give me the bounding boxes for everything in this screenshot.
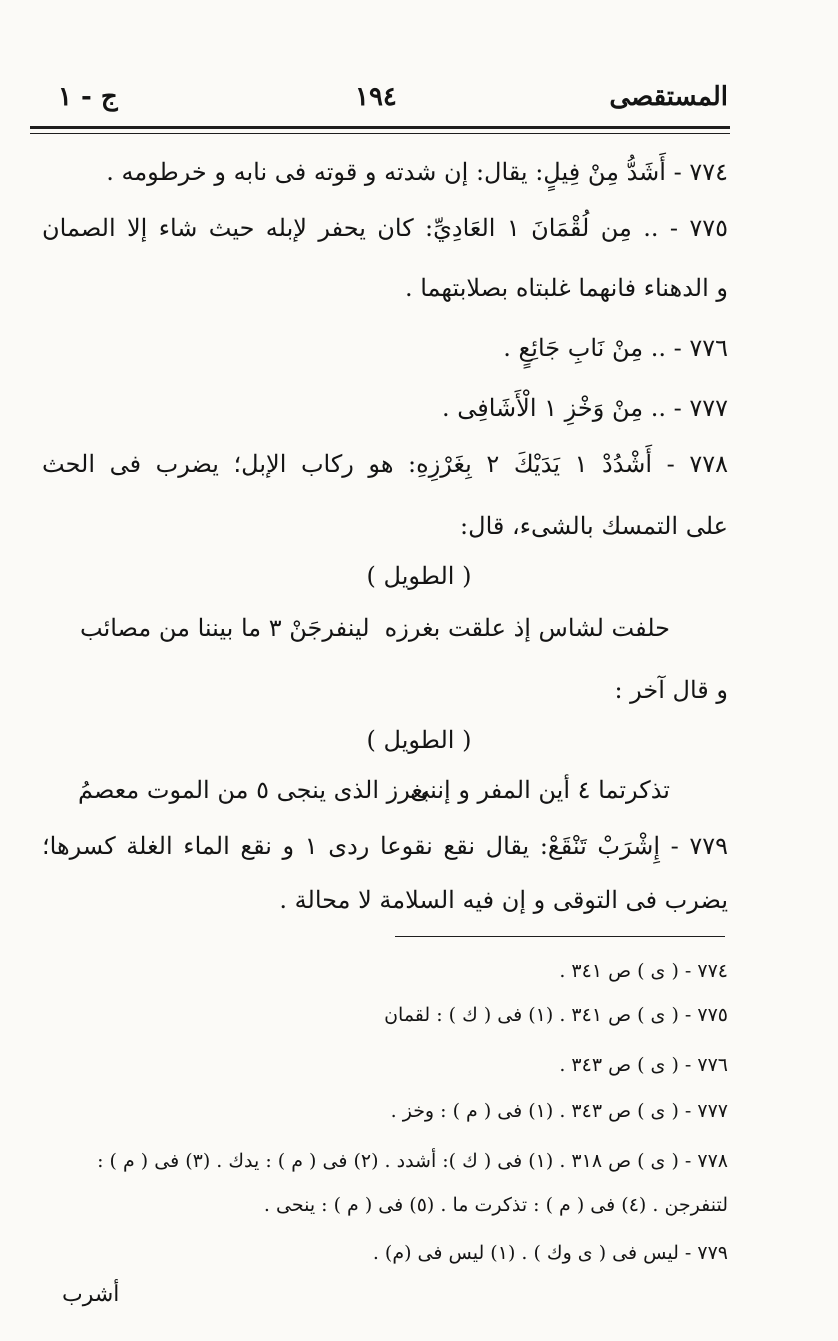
footnote-779: ٧٧٩ - ليس فى ( ى وك ) . (١) ليس فى (م) . xyxy=(372,1242,728,1264)
entry-775-line1: ٧٧٥ - .. مِن لُقْمَانَ ١ العَادِيِّ: كان يحفر لإبله حيث شاء إلا الصمان xyxy=(42,214,729,242)
entry-778-line3: و قال آخر : xyxy=(614,676,728,704)
catchword: أشرب xyxy=(62,1282,120,1307)
entry-776: ٧٧٦ - .. مِنْ نَابِ جَائِعٍ . xyxy=(503,334,728,362)
meter-label-2: ( الطويل ) xyxy=(366,726,472,754)
meter-label-1: ( الطويل ) xyxy=(366,562,472,590)
verse2-hemistich-1: تذكرتما ٤ أين المفر و إننى xyxy=(410,776,670,804)
volume-label: ج - ١ xyxy=(58,82,118,112)
entry-777: ٧٧٧ - .. مِنْ وَخْزِ ١ الْأَشَافِى . xyxy=(441,394,728,422)
entry-779-line2: يضرب فى التوقى و إن فيه السلامة لا محالة . xyxy=(279,886,728,914)
header-rule-thick xyxy=(30,126,730,129)
verse2-hemistich-2: بغرز الذى ينجى ٥ من الموت معصمُ xyxy=(78,776,430,804)
footnote-776: ٧٧٦ - ( ى ) ص ٣٤٣ . xyxy=(559,1054,728,1076)
entry-775-line2: و الدهناء فانهما غلبتاه بصلابتهما . xyxy=(404,274,728,302)
header-rule-thin xyxy=(30,133,730,134)
verse1-hemistich-2: لينفرجَنْ ٣ ما بيننا من مصائب xyxy=(80,614,370,642)
footnote-775: ٧٧٥ - ( ى ) ص ٣٤١ . (١) فى ( ك ) : لقمان xyxy=(384,1004,728,1026)
entry-774: ٧٧٤ - أَشَدُّ مِنْ فِيلٍ: يقال: إن شدته و قوته فى نابه و خرطومه . xyxy=(106,158,728,186)
footnote-774: ٧٧٤ - ( ى ) ص ٣٤١ . xyxy=(559,960,728,982)
entry-778-line2: على التمسك بالشىء، قال: xyxy=(460,512,728,540)
entry-778-line1: ٧٧٨ - أَشْدُدْ ١ يَدَيْكَ ٢ بِغَرْزِهِ: هو ركاب الإبل؛ يضرب فى الحث xyxy=(42,450,728,478)
footnote-778-line1: ٧٧٨ - ( ى ) ص ٣١٨ . (١) فى ( ك ): أشدد . (٢) فى ( م ) : يدك . (٣) فى ( م ) : xyxy=(97,1150,728,1172)
footnote-777: ٧٧٧ - ( ى ) ص ٣٤٣ . (١) فى ( م ) : وخز . xyxy=(390,1100,728,1122)
verse1-hemistich-1: حلفت لشاس إذ علقت بغرزه xyxy=(384,614,670,642)
footnote-rule xyxy=(395,936,725,937)
page-number: ١٩٤ xyxy=(355,82,397,112)
entry-779-line1: ٧٧٩ - إِشْرَبْ تَنْقَعْ: يقال نقع نقوعا ردى ١ و نقع الماء الغلة كسرها؛ xyxy=(42,832,729,860)
footnote-778-line2: لتنفرجن . (٤) فى ( م ) : تذكرت ما . (٥) فى ( م ) : ينحى . xyxy=(263,1194,728,1216)
running-title: المستقصى xyxy=(609,82,728,112)
